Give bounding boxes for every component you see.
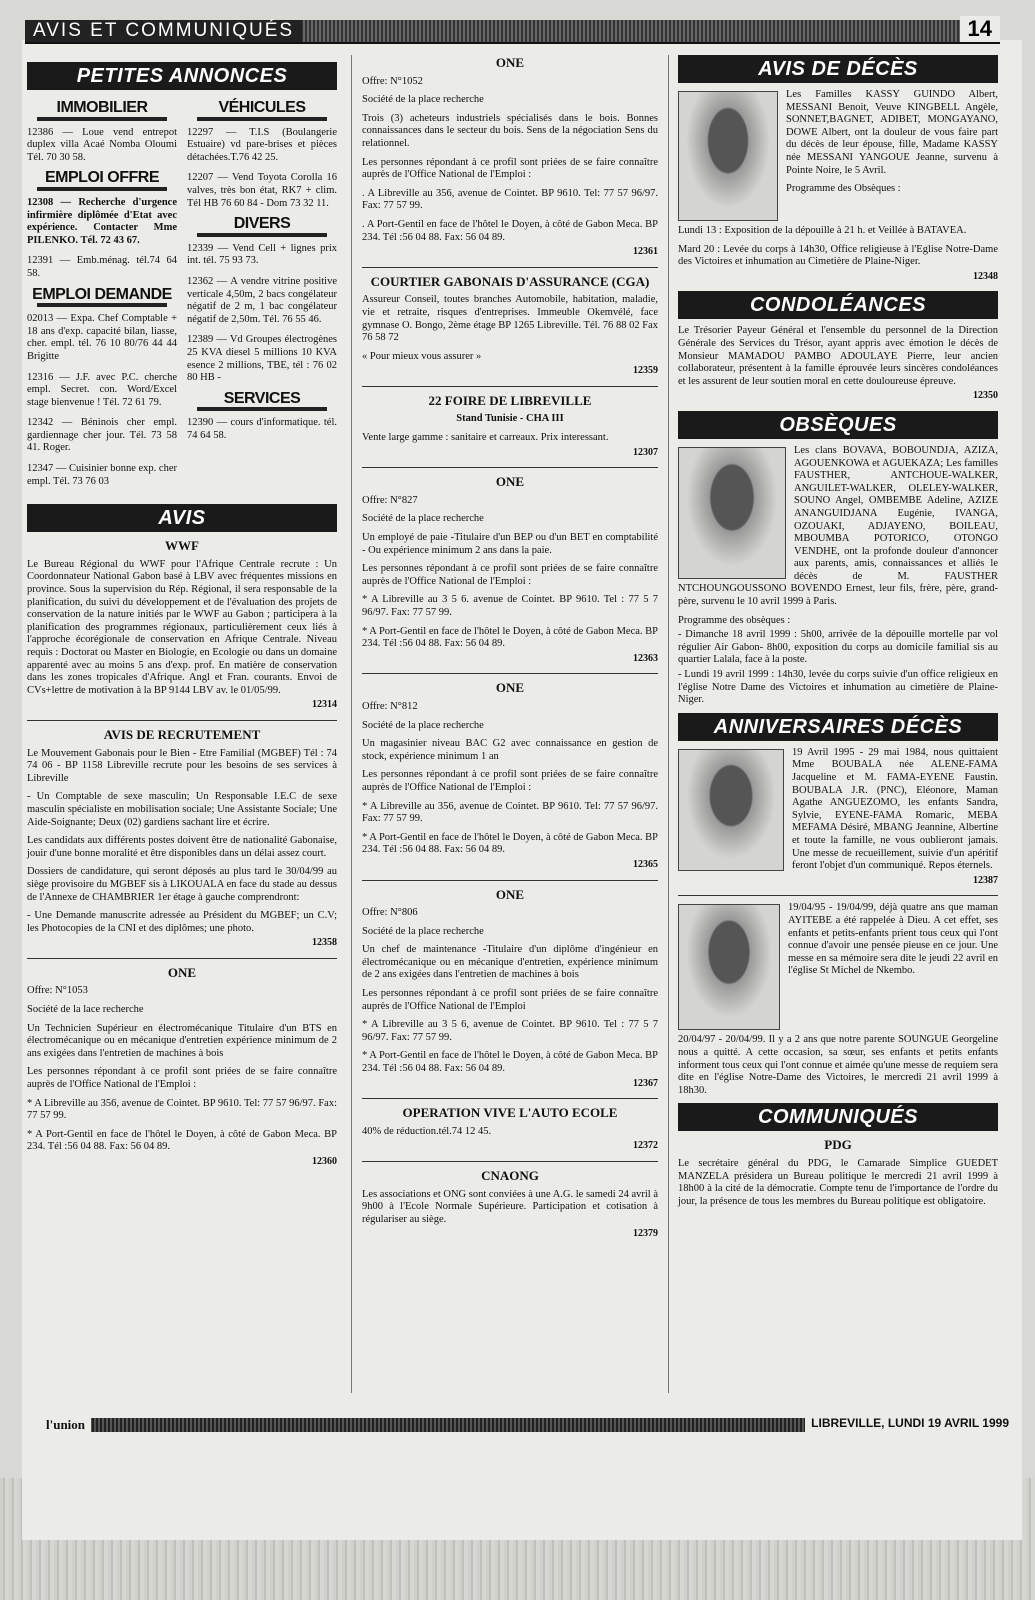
deces-body: Les Familles KASSY GUINDO Albert, MESSANI Benoit, Veuve KINGBELL Angèle, SONNET,BAGNET, ADIBET, MONGAYANO, DOWE Albert, ont la douleur de vous faire part du décès de leur épouse, fille, Madame KASSY née MESSANI YANGOUE Jeanne, survenu à Pointe Noire, le 5 Avril.: [786, 89, 998, 176]
section-title: AVIS ET COMMUNIQUÉS: [25, 20, 302, 42]
communique-sub: PDG: [824, 1137, 852, 1153]
divider: [362, 1161, 658, 1162]
obseques-programme: Programme des obsèques :: [678, 614, 791, 626]
cga-title: COURTIER GABONAIS D'ASSURANCE (CGA): [370, 273, 650, 289]
divider: [197, 407, 327, 411]
one-title: ONE: [495, 886, 525, 902]
anniversaire-2: 19/04/95 - 19/04/99, déjà quatre ans que maman AYITEBE a été rappelée à Dieu. A cet effet, ses enfants et petits-enfants prient tous ceux qui l'ont connue d'avoir une pensée pieuse en ce jour. Une messe en sa mémoire sera dite le jeudi 22 avril en l'église St Michel de Nkembo.: [788, 902, 998, 977]
anniversaires-title: ANNIVERSAIRES DÉCÈS: [678, 713, 998, 741]
ad-ref: 12367: [633, 1077, 658, 1089]
offre-body: Trois (3) acheteurs industriels spécialisés dans le bois. Bonnes connaissances dans le secteur du bois. Sens de la négociation Sens du relationnel.: [362, 112, 658, 149]
offre-contact: Les personnes répondant à ce profil sont priées de se faire connaître auprès de l'Office National de l'Emploi: [362, 988, 658, 1012]
column-left: [27, 62, 337, 1177]
portrait-photo: [678, 749, 784, 871]
obseques-line-1: - Dimanche 18 avril 1999 : 5h00, arrivée de la dépouille mortelle par vol régulier Air Gabon- 8h00, exposition du corps au domicile familial sis au quartier Lalala, face à la poste.: [678, 629, 998, 666]
classified-ad: 12308 — Recherche d'urgence infirmière diplômée d'Etat avec expérience. Contacter Mme PILENKO. Tél. 72 43 67.: [27, 196, 177, 246]
classified-ad: 12339 — Vend Cell + lignes prix int. tél. 75 93 73.: [187, 242, 337, 267]
anniversaire-1: 19 Avril 1995 - 29 mai 1984, nous quittaient Mme BOUBALA née ALENE-FAMA Jacqueline et M. FAMA-EYENE Faustin. BOUBALA J.R. (PNC), Eléonore, Maman Agathe ANGUEZOMO, les enfants Sandra, Sylvie, EYENE-FAMA Romaric, MEBA MEFAMA Désiré, MBANG Jeannine, Albertine et toute la famille, ne vous oublieront jamais. Une messe de recueillement, suivie d'un apéritif feront l'objet d'un communiqué. Repos éternels.: [792, 746, 998, 872]
classifieds-col-2: [187, 96, 337, 496]
ad-ref: 12363: [633, 652, 658, 664]
ad-ref: 12350: [973, 390, 998, 402]
offre-number: Offre: N°1052: [362, 75, 423, 87]
classified-ad: 12342 — Béninois cher empl. gardiennage cher jour. Tél. 73 58 41. Roger.: [27, 417, 177, 454]
deces-programme: Programme des Obsèques :: [786, 183, 901, 195]
ad-ref: 12358: [312, 937, 337, 949]
divider: [362, 386, 658, 387]
classifieds-col-1: [27, 96, 177, 496]
section-header: [25, 16, 1000, 44]
ad-ref: 12314: [312, 699, 337, 711]
portrait-photo: [678, 447, 786, 579]
ad-ref: 12360: [312, 1156, 337, 1167]
classified-ad: 12390 — cours d'informatique. tél. 74 64 58.: [187, 417, 337, 441]
offre-body: Un employé de paie -Titulaire d'un BEP ou d'un BET en comptabilité - Ou expérience minimum 2 ans dans la paie.: [362, 532, 658, 556]
classified-ad: 12391 — Emb.ménag. tél.74 64 58.: [27, 255, 177, 279]
divider: [362, 467, 658, 468]
condoleances-title: CONDOLÉANCES: [678, 291, 998, 319]
foire-body: Vente large gamme : sanitaire et carreaux. Prix interessant.: [362, 432, 609, 444]
recrutement-p5: - Une Demande manuscrite adressée au Président du MGBEF; un C.V; les Photocopies de la CNI et des diplômes; une photo.: [27, 910, 337, 934]
offre-libreville: . A Libreville au 356, avenue de Cointet. BP 9610. Tel: 77 57 96/97. Fax: 77 57 99.: [362, 187, 658, 212]
societe-line: Société de la place recherche: [362, 94, 484, 106]
recrutement-title: AVIS DE RECRUTEMENT: [103, 726, 261, 742]
ad-ref: 12307: [633, 446, 658, 458]
offre-contact: Les personnes répondant à ce profil sont priées de se faire connaître auprès de l'Office National de l'Emploi :: [27, 1066, 337, 1091]
cnaong-body: Les associations et ONG sont conviées à une A.G. le samedi 24 avril à 9h00 à l'Ecole Normale Supérieure. Participation et cotisation à régulariser au siège.: [362, 1188, 658, 1225]
classified-ad: 12297 — T.I.S (Boulangerie Estuaire) vd pare-brises et pièces détachées.T.76 42 25.: [187, 126, 337, 163]
avis-title: AVIS: [27, 504, 337, 532]
ad-ref: 12372: [633, 1140, 658, 1152]
petites-annonces-title: PETITES ANNONCES: [27, 62, 337, 90]
portrait-photo: [678, 91, 778, 221]
auto-ecole-title: OPERATION VIVE L'AUTO ECOLE: [402, 1105, 618, 1121]
classifieds-grid: [27, 96, 337, 496]
emploi-offre-heading: EMPLOI OFFRE: [45, 169, 159, 187]
avis-deces-title: AVIS DE DÉCÈS: [678, 55, 998, 83]
cga-body: Assureur Conseil, toutes branches Automobile, habitation, maladie, vie et retraite, risques d'entreprises. Immeuble Okemvélé, face gymnase O. Bongo, 2ème étage BP 1265 Libreville. Tél. 76 88 02 Fax 76 58 72: [362, 294, 658, 344]
condoleances-body: Le Trésorier Payeur Général et l'ensemble du personnel de la Direction Générale des Services du Trésor, ayant appris avec émotion le décès de Monsieur MAMADOU PAMBO ADOULAYE Pierre, leur ancien collaborateur, présentent à la famille éprouvée leurs sincères condoléances et les assurent de leur soutien moral en cette douloureuse épreuve.: [678, 325, 998, 387]
offre-contact: Les personnes répondant à ce profil sont priées de se faire connaître auprès de l'Office National de l'Emploi :: [362, 769, 658, 793]
offre-number: Offre: N°1053: [27, 985, 88, 997]
ad-ref: 12348: [973, 270, 998, 282]
offre-libreville: * A Libreville au 356, avenue de Cointet. BP 9610. Tel: 77 57 96/97. Fax: 77 57 99.: [27, 1097, 337, 1122]
page-number: 14: [960, 16, 1000, 42]
ad-ref: 12379: [633, 1228, 658, 1240]
recrutement-p3: Les candidats aux différents postes doivent être de nationalité Gabonaise, jouir d'une bonne moralité et être disponibles dans un délai assez court.: [27, 835, 337, 859]
offre-body: Un magasinier niveau BAC G2 avec connaissance en gestion de stock, expérience minimum 1 an: [362, 738, 658, 762]
cnaong-title: CNAONG: [481, 1168, 539, 1183]
portrait-photo: [678, 904, 780, 1030]
offre-port-gentil: * A Port-Gentil en face de l'hôtel le Doyen, à côté de Gabon Meca. BP 234. Tél :56 04 88. Fax: 56 04 89.: [362, 1050, 658, 1075]
obseques-title: OBSÈQUES: [678, 411, 998, 439]
offre-contact: Les personnes répondant à ce profil sont priées de se faire connaître auprès de l'Office National de l'Emploi :: [362, 156, 658, 181]
services-heading: SERVICES: [223, 389, 301, 407]
deces-mardi: Mard 20 : Levée du corps à 14h30, Office religieuse à l'Eglise Notre-Dame des Victoires et inhumation au Cimetière de Plaine-Niger.: [678, 243, 998, 268]
societe-line: Société de la place recherche: [362, 513, 484, 525]
divider: [27, 720, 337, 721]
recrutement-p2: - Un Comptable de sexe masculin; Un Responsable I.E.C de sexe masculin spécialiste en mobilisation sociale; Une Assistante Sociale; Une Aide-Soignante; Deux (02) gardiens sachant lire et écrire.: [27, 791, 337, 828]
classified-ad: 12207 — Vend Toyota Corolla 16 valves, très bon état, RK7 + clim. Tél HB 76 60 84 - Dom 73 32 11.: [187, 172, 337, 209]
communique-body: Le secrétaire général du PDG, le Camarade Simplice GUEDET MANZELA présidera un Bureau politique le mercredi 21 avril 1999 à 18h00 à la cité de la démocratie. Compte tenu de l'importance de l'ordre du jour, la présence de tous les membres du Bureau politique est obligatoire.: [678, 1157, 998, 1207]
immobilier-heading: IMMOBILIER: [56, 99, 148, 116]
divider: [37, 187, 167, 191]
obseques-body: Les clans BOVAVA, BOBOUNDJA, AZIZA, AGOUENKOWA et AGUEKAZA; Les familles FAUSTHER, ANTCHOUE-WALKER, ANGUILET-WALKER, OLELEY-WALKER, SOUNO Angel, OMBEMBE Adeline, AZIZE ANANGUIDJANA Eugénie, IVANGA, OZOUAKI, ADJAYENO, BOILEAU, MBOUMBA POTORICO, OTONGO VENDHE, ont la profonde douleur d'annoncer aux parents, amis, connaissances et alliés le décès de M. FAUSTHER NTCHOUNGOUSSONO BOVENDO Ernest, leur fils, frère, père, grand-père, survenu le 10 avril 1999 à Paris.: [678, 444, 998, 608]
classified-ad: 12389 — Vd Groupes électrogènes 25 KVA diesel 5 millions 10 KVA esence 2 millions, TBE, tél : 76 02 80 HB -: [187, 334, 337, 384]
divider: [362, 880, 658, 881]
dateline: LIBREVILLE, LUNDI 19 AVRIL 1999: [805, 1413, 1015, 1433]
recrutement-p4: Dossiers de candidature, qui seront déposés au plus tard le 30/04/99 au siège provisoire du MGBEF sis à LIKOUALA en face du stade au dessus de l'Annexe de CHAMBRIER 1er étage à gauche comprendront:: [27, 866, 337, 903]
anniversaire-3: 20/04/97 - 20/04/99. Il y a 2 ans que notre parente SOUNGUE Georgeline nous a quitté. A cette occasion, sa sœur, ses enfants et petits enfants informent tous ceux qui l'ont connue et aimée qu'une messe de requiem sera dite en l'église Notre-Dame des Victoires, le mercredi 21 avril 1999 à 18h30.: [678, 1034, 998, 1096]
divers-heading: DIVERS: [233, 215, 291, 233]
offre-number: Offre: N°806: [362, 907, 418, 919]
deces-lundi: Lundi 13 : Exposition de la dépouille à 21 h. et Veillée à BATAVEA.: [678, 225, 967, 236]
divider: [362, 673, 658, 674]
offre-port-gentil: * A Port-Gentil en face de l'hôtel le Doyen, à côté de Gabon Meca. BP 234. Tél :56 04 88. Fax: 56 04 89.: [362, 831, 658, 856]
divider: [197, 117, 327, 121]
obseques-line-2: - Lundi 19 avril 1999 : 14h30, levée du corps suivie d'un office religieux en l'église Notre Dame des Victoires et inhumation au cimetière de Plaine-Niger.: [678, 669, 998, 706]
offre-libreville: * A Libreville au 3 5 6. avenue de Cointet. BP 9610. Tel : 77 5 7 96/97. Fax: 77 57 99.: [362, 594, 658, 618]
footer-bar: [40, 1418, 1015, 1432]
auto-ecole-body: 40% de réduction.tél.74 12 45.: [362, 1125, 492, 1137]
offre-port-gentil: . A Port-Gentil en face de l'hôtel le Doyen, à côté de Gabon Meca. BP 234. Tél :56 04 88. Fax: 56 04 89.: [362, 218, 658, 243]
divider: [678, 895, 998, 896]
column-middle: [351, 55, 669, 1393]
divider: [362, 267, 658, 268]
vehicules-heading: VÉHICULES: [218, 99, 306, 116]
cga-slogan: « Pour mieux vous assurer »: [362, 350, 482, 362]
recrutement-p1: Le Mouvement Gabonais pour le Bien - Etre Familial (MGBEF) Tél : 74 74 06 - BP 1158 Libreville recrute pour les besoins de ses services à Libreville: [27, 747, 337, 784]
wwf-title: WWF: [165, 538, 199, 554]
communiques-title: COMMUNIQUÉS: [678, 1103, 998, 1131]
offre-number: Offre: N°812: [362, 700, 418, 712]
one-title: ONE: [167, 964, 197, 980]
offre-port-gentil: * A Port-Gentil en face de l'hôtel le Doyen, à côté de Gabon Meca. BP 234. Tél :56 04 88. Fax: 56 04 89.: [27, 1128, 337, 1153]
offre-libreville: * A Libreville au 3 5 6, avenue de Cointet. BP 9610. Tel : 77 5 7 96/97. Fax: 77 57 99.: [362, 1019, 658, 1043]
divider: [37, 117, 167, 121]
societe-line: Société de la place recherche: [362, 719, 484, 731]
divider: [362, 1098, 658, 1099]
classified-ad: 02013 — Expa. Chef Comptable + 18 ans d'exp. capacité bilan, liasse, cher. empl. tél. 76 10 80/76 44 44 Brigitte: [27, 313, 177, 362]
offre-body: Un Technicien Supérieur en électromécanique Titulaire d'un BTS en électromécanique ou en mécanique d'entretien expérience minimum de 2 ans exigées dans l'entretien de machines à bois: [27, 1022, 337, 1059]
divider: [197, 233, 327, 237]
societe-line: Société de la place recherche: [362, 925, 484, 937]
divider: [27, 958, 337, 959]
offre-libreville: * A Libreville au 356, avenue de Cointet. BP 9610. Tel: 77 57 96/97. Fax: 77 57 99.: [362, 800, 658, 825]
one-title: ONE: [495, 55, 525, 70]
ad-ref: 12359: [633, 365, 658, 377]
classified-ad: 12362 — A vendre vitrine positive verticale 4,50m, 2 bacs congélateur négatif de 2 m, 1 bac congélateur négatif de 2,50m. Tél. 76 55 46.: [187, 275, 337, 325]
foire-subtitle: Stand Tunisie - CHA III: [456, 413, 564, 425]
offre-contact: Les personnes répondant à ce profil sont priées de se faire connaître auprès de l'Office National de l'Emploi :: [362, 563, 658, 587]
societe-line: Société de la lace recherche: [27, 1004, 144, 1016]
classified-ad: 12386 — Loue vend entrepot duplex villa Acaé Nomba Oloumi Tél. 70 30 58.: [27, 126, 177, 163]
column-right: [678, 55, 998, 1214]
ad-ref: 12365: [633, 858, 658, 870]
classified-ad: 12347 — Cuisinier bonne exp. cher empl. Tél. 73 76 03: [27, 463, 177, 487]
offre-number: Offre: N°827: [362, 494, 418, 506]
one-title: ONE: [495, 474, 525, 490]
ad-ref: 12387: [973, 874, 998, 886]
emploi-demande-heading: EMPLOI DEMANDE: [32, 285, 172, 303]
one-title: ONE: [495, 680, 525, 696]
ad-ref: 12361: [633, 246, 658, 258]
classified-ad: 12316 — J.F. avec P.C. cherche empl. Secret. con. Word/Excel stage bienvenue ! Tél. 72 61 79.: [27, 371, 177, 408]
offre-body: Un chef de maintenance -Titulaire d'un diplôme d'ingénieur en électromécanique ou en mécanique d'entretien, expérience minimum de 2 ans exigées dans l'entretien de machines à bois: [362, 944, 658, 981]
foire-title: 22 FOIRE DE LIBREVILLE: [428, 392, 592, 408]
wwf-body: Le Bureau Régional du WWF pour l'Afrique Centrale recrute : Un Coordonnateur National Gabon basé à LBV avec fréquentes missions en province. Sous la supervision du Rép. Régional, il sera responsable de la planification, du suivi du développement et de l'évaluation des projets de conservation de la nature initiés par le WWF au Gabon ; participera à la planification des programmes régionaux, particulièrement ceux liés à l'approche écorégionale de conservation en Afrique Centrale. Niveau requis : Doctorat ou Master en Biologie, en Ecologie ou dans un domaine apparenté avec au moins 5 ans d'exp. prof. En matière de conservation dans les zones tropicales d'Afrique. Angl et Fran. courants. Envoi de CVs+lettre de motivation à la BP 9144 LBV av. le 01/05/99.: [27, 558, 337, 696]
offre-port-gentil: * A Port-Gentil en face de l'hôtel le Doyen, à côté de Gabon Meca. BP 234. Tél :56 04 88. Fax: 56 04 89.: [362, 625, 658, 650]
newspaper-brand: l'union: [40, 1417, 91, 1433]
divider: [37, 303, 167, 307]
